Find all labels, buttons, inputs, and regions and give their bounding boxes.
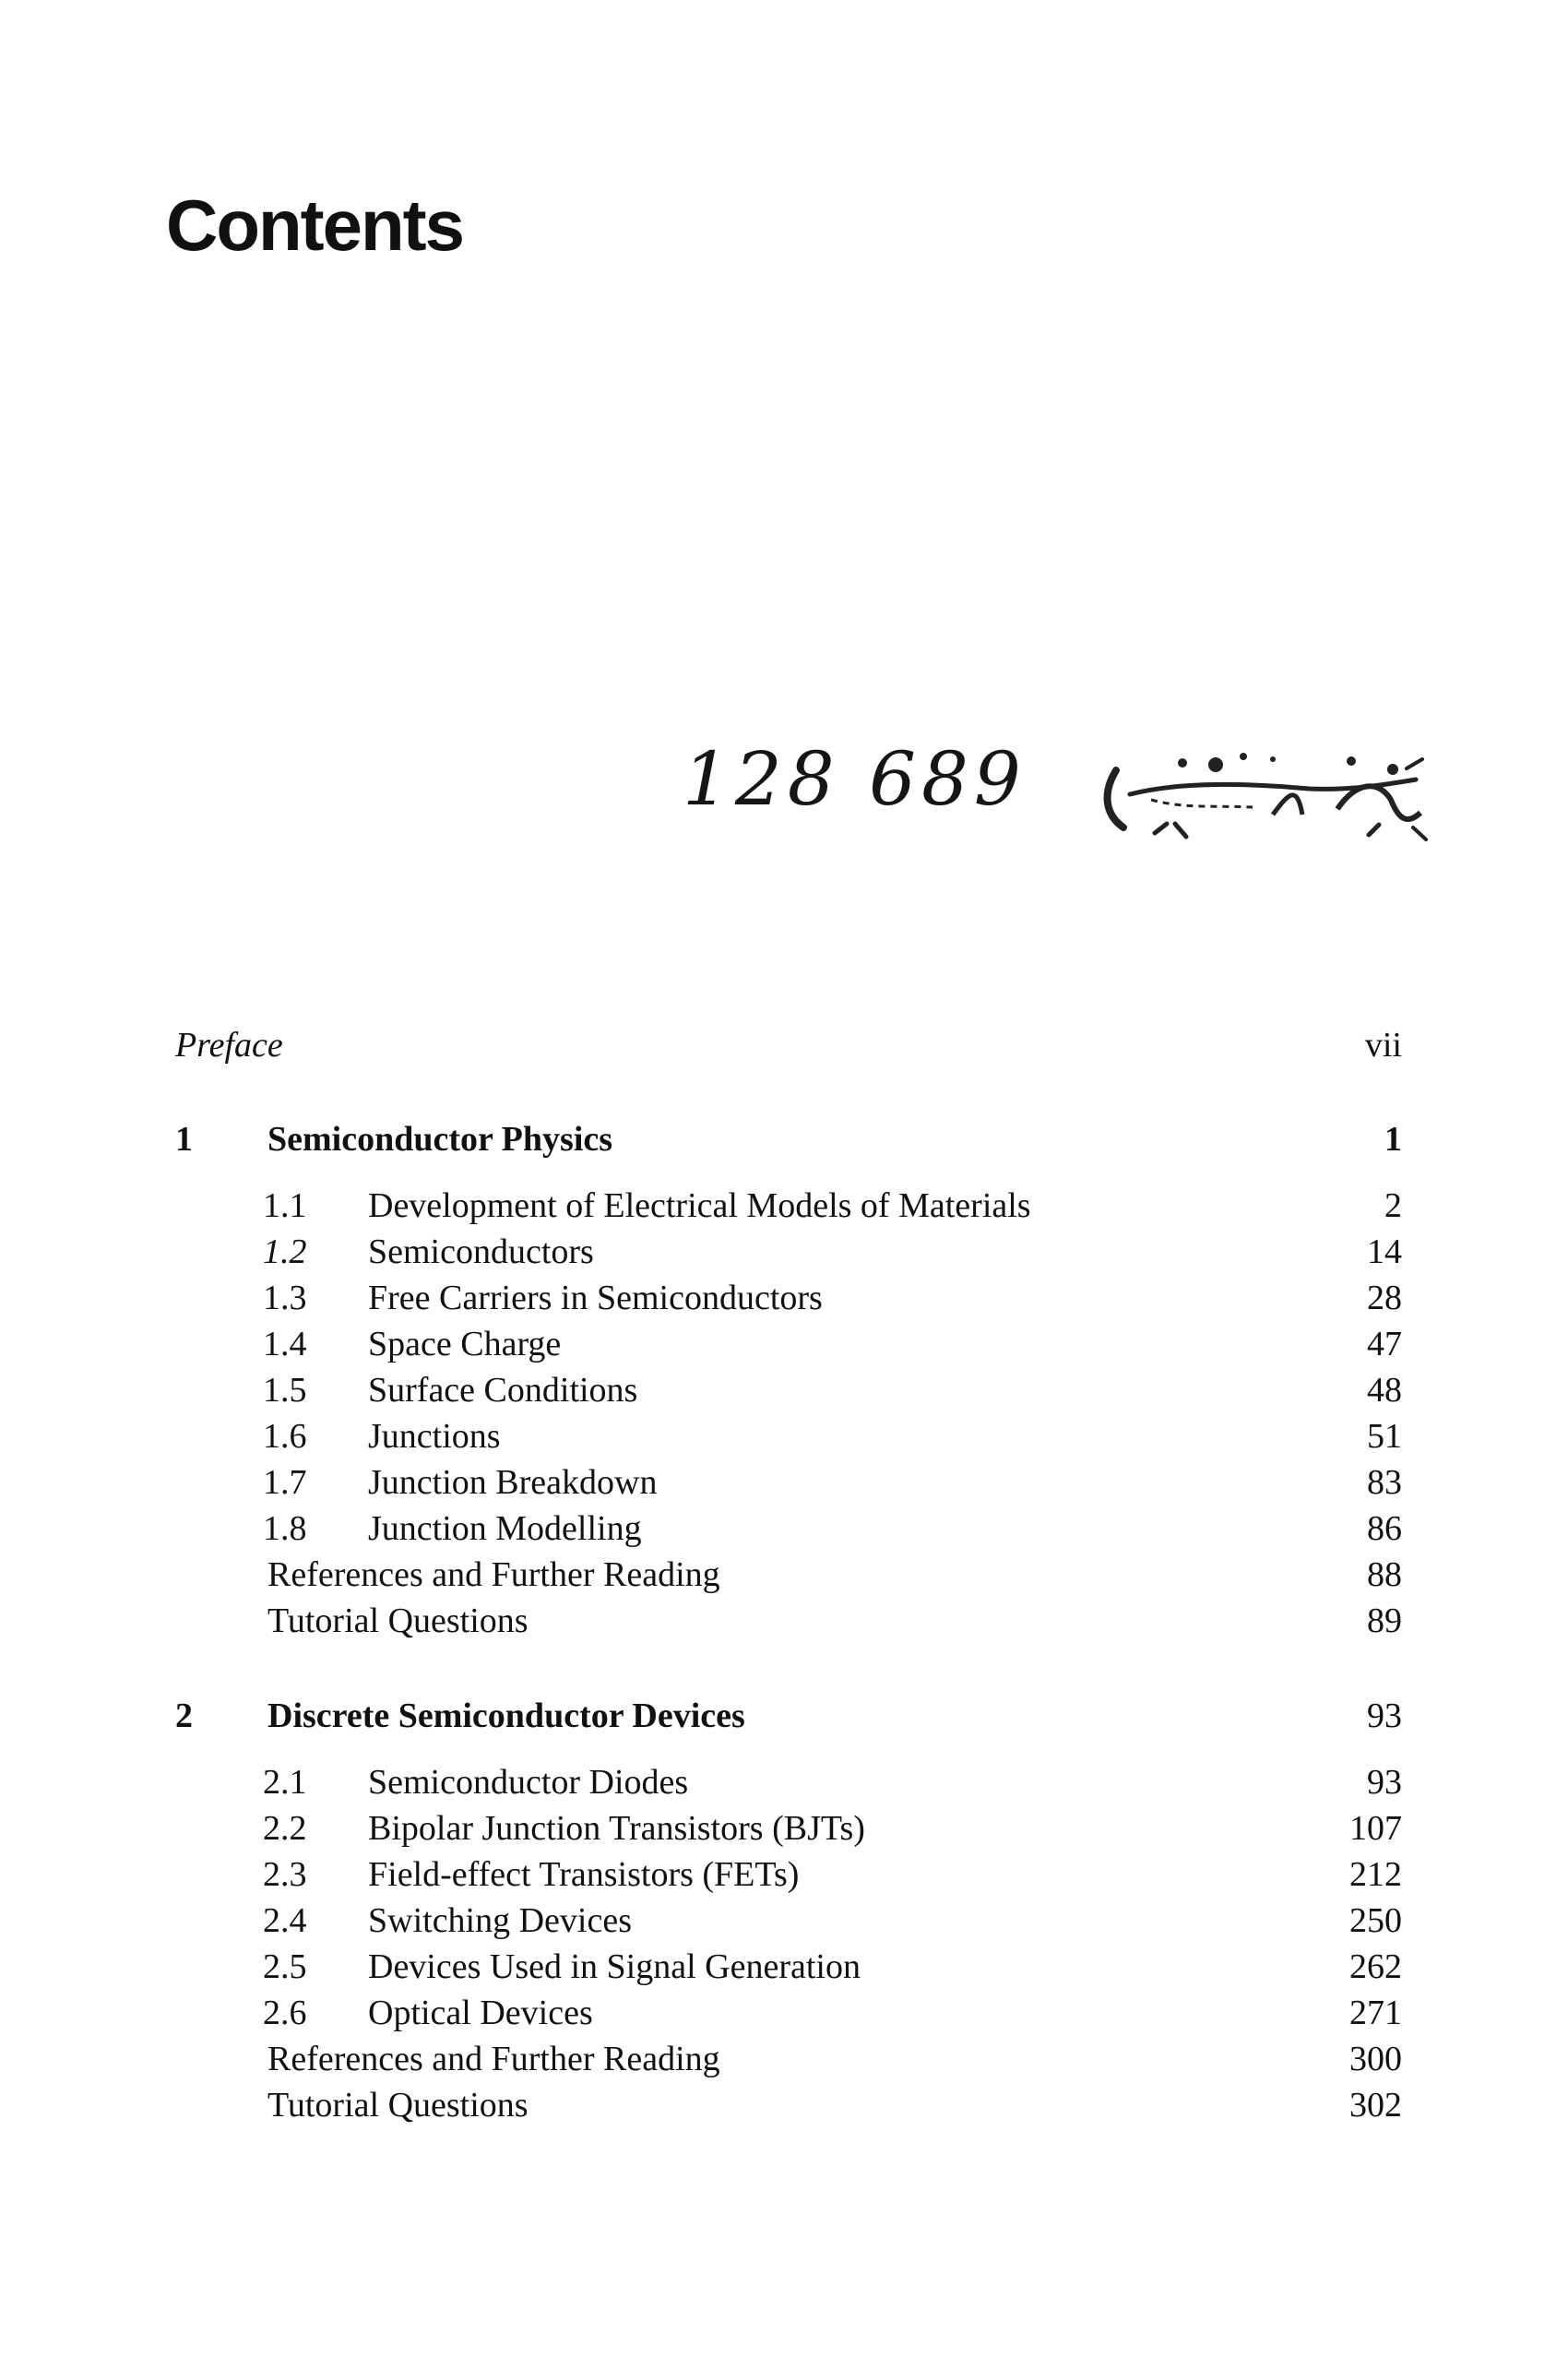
- section-number: 2.3: [263, 1855, 307, 1894]
- toc-preface-row[interactable]: [175, 1022, 1402, 1068]
- preface-page-number: vii: [1364, 1026, 1402, 1065]
- references-page-number: 300: [1349, 2040, 1402, 2078]
- section-number: 1.8: [263, 1509, 307, 1548]
- section-title: Junction Breakdown: [368, 1463, 658, 1502]
- section-page-number: 271: [1349, 1994, 1402, 2032]
- section-number: 1.5: [263, 1371, 307, 1410]
- section-row[interactable]: [263, 1759, 1402, 1805]
- section-page-number: 107: [1349, 1809, 1402, 1848]
- page-title: Contents: [166, 185, 463, 266]
- section-title: Switching Devices: [368, 1901, 633, 1940]
- section-title: Development of Electrical Models of Materials: [368, 1186, 1031, 1225]
- references-page-number: 88: [1367, 1555, 1402, 1594]
- handwritten-accession-number: 128 689: [683, 736, 1027, 822]
- chapter-title: Semiconductor Physics: [267, 1120, 613, 1159]
- section-page-number: 14: [1367, 1232, 1402, 1271]
- chapter-number: 1: [175, 1120, 193, 1159]
- section-page-number: 28: [1367, 1279, 1402, 1317]
- section-number: 2.6: [263, 1994, 307, 2032]
- section-row[interactable]: [263, 1183, 1402, 1229]
- references-row[interactable]: [267, 1552, 1402, 1598]
- section-row[interactable]: [263, 1275, 1402, 1321]
- section-page-number: 86: [1367, 1509, 1402, 1548]
- section-number: 2.4: [263, 1901, 307, 1940]
- section-page-number: 250: [1349, 1901, 1402, 1940]
- section-page-number: 51: [1367, 1417, 1402, 1456]
- section-title: Devices Used in Signal Generation: [368, 1947, 861, 1986]
- section-title: Surface Conditions: [368, 1371, 638, 1410]
- section-page-number: 262: [1349, 1947, 1402, 1986]
- tutorial-page-number: 89: [1367, 1601, 1402, 1640]
- chapter-page-number: 93: [1367, 1696, 1402, 1735]
- tutorial-title: Tutorial Questions: [267, 2086, 529, 2125]
- chapter-page-number: 1: [1384, 1120, 1402, 1159]
- chapter-title: Discrete Semiconductor Devices: [267, 1696, 745, 1735]
- section-row[interactable]: [263, 1321, 1402, 1367]
- section-page-number: 47: [1367, 1325, 1402, 1363]
- tutorial-title: Tutorial Questions: [267, 1601, 529, 1640]
- section-title: Semiconductor Diodes: [368, 1763, 689, 1802]
- section-number: 1.1: [263, 1186, 307, 1225]
- section-page-number: 2: [1384, 1186, 1402, 1225]
- section-row[interactable]: [263, 1898, 1402, 1944]
- library-stamp-mark: [1098, 743, 1439, 853]
- section-title: Free Carriers in Semiconductors: [368, 1279, 823, 1317]
- preface-title: Preface: [175, 1026, 283, 1065]
- section-number: 2.5: [263, 1947, 307, 1986]
- section-page-number: 48: [1367, 1371, 1402, 1410]
- section-row[interactable]: [263, 1805, 1402, 1851]
- section-page-number: 83: [1367, 1463, 1402, 1502]
- chapter-number: 2: [175, 1696, 193, 1735]
- section-title: Bipolar Junction Transistors (BJTs): [368, 1809, 865, 1848]
- section-row[interactable]: [263, 1459, 1402, 1506]
- chapter-row[interactable]: [175, 1116, 1402, 1162]
- section-title: Junctions: [368, 1417, 501, 1456]
- section-row[interactable]: [263, 1851, 1402, 1898]
- section-row[interactable]: [263, 1229, 1402, 1275]
- section-page-number: 212: [1349, 1855, 1402, 1894]
- section-number: 1.2: [263, 1232, 307, 1271]
- section-number: 2.1: [263, 1763, 307, 1802]
- section-title: Semiconductors: [368, 1232, 594, 1271]
- section-row[interactable]: [263, 1413, 1402, 1459]
- section-number: 1.7: [263, 1463, 307, 1502]
- section-title: Space Charge: [368, 1325, 562, 1363]
- section-number: 1.6: [263, 1417, 307, 1456]
- section-page-number: 93: [1367, 1763, 1402, 1802]
- tutorial-row[interactable]: [267, 2082, 1402, 2128]
- section-number: 1.4: [263, 1325, 307, 1363]
- section-row[interactable]: [263, 1506, 1402, 1552]
- tutorial-row[interactable]: [267, 1598, 1402, 1644]
- references-title: References and Further Reading: [267, 2040, 720, 2078]
- section-number: 2.2: [263, 1809, 307, 1848]
- references-row[interactable]: [267, 2036, 1402, 2082]
- section-title: Optical Devices: [368, 1994, 593, 2032]
- section-row[interactable]: [263, 1944, 1402, 1990]
- section-row[interactable]: [263, 1367, 1402, 1413]
- tutorial-page-number: 302: [1349, 2086, 1402, 2125]
- section-number: 1.3: [263, 1279, 307, 1317]
- references-title: References and Further Reading: [267, 1555, 720, 1594]
- section-title: Junction Modelling: [368, 1509, 642, 1548]
- section-row[interactable]: [263, 1990, 1402, 2036]
- section-title: Field-effect Transistors (FETs): [368, 1855, 800, 1894]
- chapter-row[interactable]: [175, 1693, 1402, 1739]
